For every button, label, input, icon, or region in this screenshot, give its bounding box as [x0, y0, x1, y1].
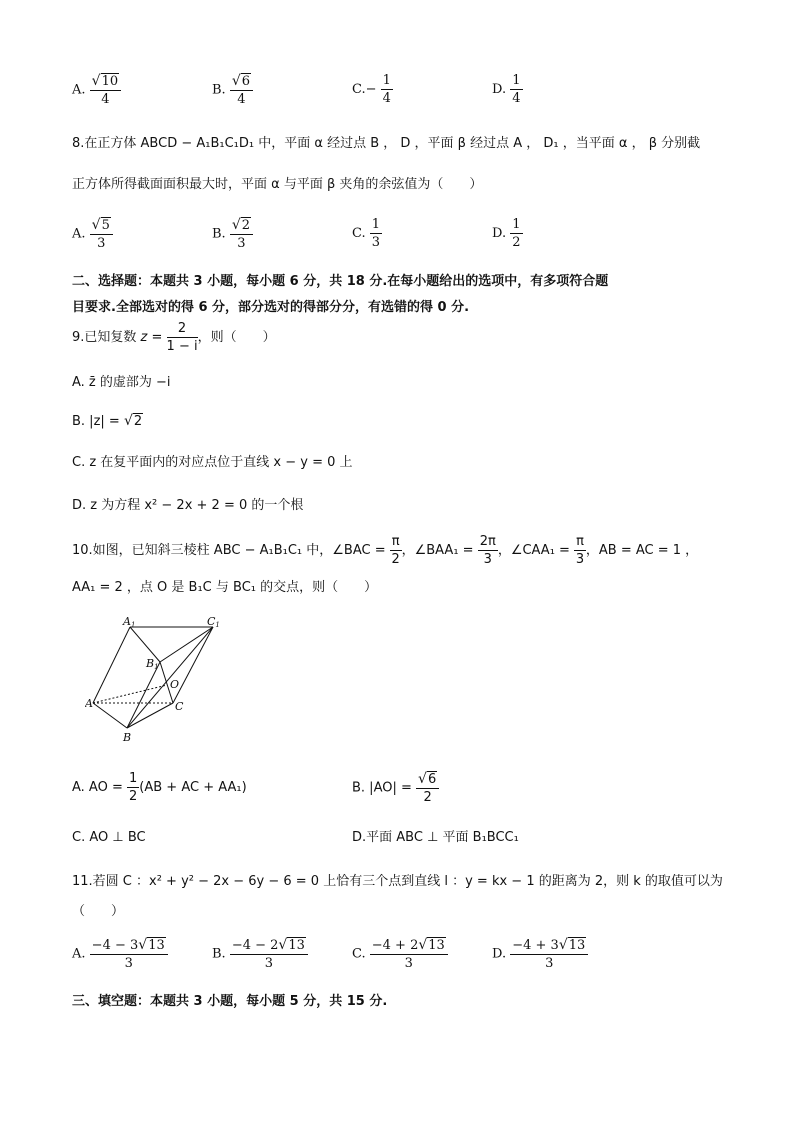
label-b1: B1 — [146, 657, 159, 671]
option-text: B. |z| = — [72, 414, 120, 429]
numerator: 10 — [101, 74, 119, 89]
q7-option-a — [72, 74, 121, 106]
q11-option-d — [492, 938, 588, 970]
denominator: 2 — [391, 551, 400, 567]
q9-option-a: A. z̄ 的虚部为 −i — [72, 375, 171, 390]
denominator: 3 — [97, 235, 106, 251]
numerator: π — [391, 534, 400, 549]
q7-option-c — [352, 74, 393, 105]
option-label: B. — [212, 226, 226, 242]
fraction: $\frac{√2}{3}$ — [230, 218, 253, 250]
q10-option-c: C. AO ⊥ BC — [72, 830, 146, 845]
q9-option-b: B. |z| = √2 — [72, 413, 143, 429]
fraction — [127, 772, 139, 803]
section3-heading: 三、填空题：本题共 3 小题，每小题 5 分，共 15 分. — [72, 994, 388, 1009]
section2-heading-line1: 二、选择题：本题共 3 小题，每小题 6 分，共 18 分.在每小题给出的选项中，有多项符合题 — [72, 274, 609, 289]
label-o: O — [170, 678, 180, 691]
label-c1: C1 — [207, 615, 220, 629]
q10-stem-text: ，AB = AC = 1 ， — [585, 543, 699, 559]
edge-a-a1 — [93, 627, 130, 703]
option-label: C. — [352, 946, 366, 962]
fraction — [390, 535, 402, 566]
denominator: 3 — [237, 235, 246, 251]
radicand: 13 — [148, 938, 165, 953]
q11-option-b — [212, 938, 308, 970]
minus-sign: − — [365, 82, 377, 98]
fraction: $\frac{√10}{4}$ — [90, 74, 121, 106]
vector-sum: (AB + AC + AA₁) — [139, 780, 247, 796]
denominator: 2 — [129, 788, 138, 804]
denominator: 3 — [264, 955, 273, 971]
numerator: 5 — [101, 218, 110, 233]
q7-option-d — [492, 74, 523, 105]
q10-stem-text: ，∠BAA₁ = — [401, 543, 474, 559]
q10-stem-text: ，∠CAA₁ = — [497, 543, 570, 559]
option-text: A. AO = — [72, 780, 123, 796]
fraction — [574, 535, 586, 566]
q10-stem-text: 10.如图，已知斜三棱柱 ABC − A₁B₁C₁ 中，∠BAC = — [72, 543, 386, 559]
denominator: 4 — [237, 91, 246, 107]
numerator: 1 — [382, 73, 391, 88]
q8-stem-line2: 正方体所得截面面积最大时，平面 α 与平面 β 夹角的余弦值为（ ） — [72, 177, 483, 192]
option-label: A. — [72, 82, 86, 98]
fraction: $\frac{-4 - 2√13}{3}$ — [230, 938, 308, 970]
option-label: D. — [492, 946, 507, 962]
denominator: 3 — [545, 955, 554, 971]
edge-a-b — [93, 703, 127, 728]
option-label: A. — [72, 946, 86, 962]
denominator: 2 — [512, 234, 521, 250]
q8-option-a — [72, 218, 113, 250]
numerator: 1 — [129, 771, 138, 786]
numerator: 1 — [371, 217, 381, 232]
fraction: $\frac{√5}{3}$ — [90, 218, 113, 250]
q8-option-b — [212, 218, 253, 250]
fraction: $\frac{√6}{4}$ — [230, 74, 253, 106]
option-label: B. — [212, 946, 226, 962]
label-b: B — [123, 731, 132, 744]
q7-option-b — [212, 74, 253, 106]
edge-b1-c1 — [160, 627, 213, 662]
edge-b-c — [127, 703, 173, 728]
q10-option-a — [72, 772, 247, 803]
fraction — [478, 535, 498, 566]
fraction — [510, 218, 522, 249]
fraction: $\frac{-4 + 2√13}{3}$ — [370, 938, 448, 970]
option-label: D. — [492, 226, 507, 242]
edge-c-c1 — [173, 627, 213, 703]
q8-option-c — [352, 218, 382, 249]
prism-figure — [85, 615, 235, 745]
radicand: 13 — [428, 938, 445, 953]
q10-stem-line1 — [72, 535, 698, 566]
radicand: 2 — [133, 414, 143, 429]
edge-a1-b1 — [130, 627, 160, 662]
fraction: $\frac{-4 + 3√13}{3}$ — [510, 938, 588, 970]
fraction: $\frac{√6}{2}$ — [416, 772, 439, 804]
q11-stem-line2: （ ） — [72, 904, 125, 919]
fraction — [381, 74, 393, 105]
q8-option-d — [492, 218, 523, 249]
denominator: 2 — [423, 789, 432, 805]
option-label: A. — [72, 226, 86, 242]
label-a1: A1 — [123, 615, 136, 629]
q11-option-c — [352, 938, 448, 970]
numerator-prefix: −4 − 3 — [91, 938, 139, 953]
denominator: 3 — [483, 551, 492, 567]
q9-stem-end: ，则（ ） — [197, 330, 276, 346]
numerator-prefix: −4 + 2 — [371, 938, 419, 953]
numerator: 6 — [427, 772, 437, 787]
q9-option-d: D. z 为方程 x² − 2x + 2 = 0 的一个根 — [72, 498, 304, 513]
label-c: C — [175, 700, 184, 713]
label-a: A — [85, 697, 93, 710]
q10-option-d: D.平面 ABC ⊥ 平面 B₁BCC₁ — [352, 830, 519, 845]
option-label: C. — [352, 82, 366, 98]
fraction — [167, 322, 198, 353]
numerator: π — [576, 534, 584, 549]
radicand: 13 — [288, 938, 305, 953]
denominator: 4 — [382, 90, 391, 106]
denominator: 3 — [124, 955, 133, 971]
q10-option-b — [352, 772, 439, 804]
q11-option-a — [72, 938, 168, 970]
numerator: 1 — [512, 217, 521, 232]
numerator: 6 — [241, 74, 251, 89]
q9-stem — [72, 322, 276, 353]
q9-variable: z = — [140, 330, 163, 346]
denominator: 3 — [404, 955, 413, 971]
denominator: 4 — [512, 90, 521, 106]
q9-option-c: C. z 在复平面内的对应点位于直线 x − y = 0 上 — [72, 455, 353, 470]
numerator: 2π — [479, 534, 496, 549]
q8-stem-line1: 8.在正方体 ABCD − A₁B₁C₁D₁ 中，平面 α 经过点 B ， D ，平面 β 经过点 A ， D₁ ，当平面 α ， β 分别截 — [72, 136, 701, 151]
option-text: B. |AO| = — [352, 780, 412, 796]
q9-stem-text: 9.已知复数 — [72, 330, 137, 346]
numerator: 2 — [241, 218, 251, 233]
section2-heading-line2: 目要求.全部选对的得 6 分，部分选对的得部分分，有选错的得 0 分. — [72, 300, 470, 315]
denominator: 3 — [575, 551, 585, 567]
option-label: B. — [212, 82, 226, 98]
q11-stem-line1: 11.若圆 C ：x² + y² − 2x − 6y − 6 = 0 上恰有三个点到直线 l ：y = kx − 1 的距离为 2，则 k 的取值可以为 — [72, 874, 723, 889]
denominator: 3 — [371, 234, 381, 250]
option-label: D. — [492, 82, 507, 98]
option-label: C. — [352, 226, 366, 242]
numerator: 1 — [512, 73, 521, 88]
fraction — [510, 74, 522, 105]
q10-stem-line2: AA₁ = 2 ，点 O 是 B₁C 与 BC₁ 的交点，则（ ） — [72, 580, 378, 595]
numerator-prefix: −4 − 2 — [231, 938, 279, 953]
radicand: 13 — [568, 938, 586, 953]
numerator: 2 — [167, 322, 198, 338]
denominator: 4 — [101, 91, 110, 107]
numerator-prefix: −4 + 3 — [512, 938, 559, 953]
denominator: 1 − i — [166, 338, 198, 354]
fraction — [370, 218, 382, 249]
fraction: $\frac{-4 - 3√13}{3}$ — [90, 938, 168, 970]
